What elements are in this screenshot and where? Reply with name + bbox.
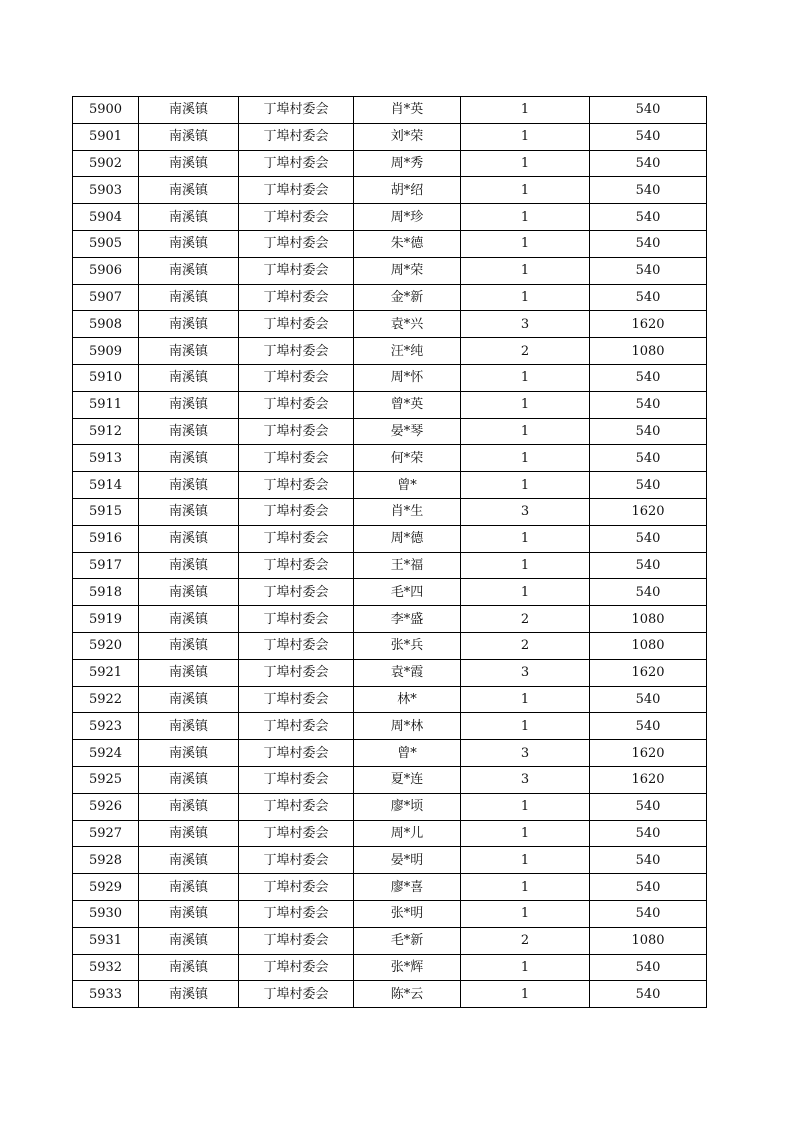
person-name-cell: 金*新 bbox=[354, 284, 461, 311]
village-committee-cell: 丁埠村委会 bbox=[239, 364, 354, 391]
town-cell: 南溪镇 bbox=[139, 257, 239, 284]
table-row bbox=[73, 230, 707, 257]
household-count-cell: 1 bbox=[461, 257, 590, 284]
household-count-cell: 1 bbox=[461, 177, 590, 204]
village-committee-cell: 丁埠村委会 bbox=[239, 177, 354, 204]
village-committee-cell: 丁埠村委会 bbox=[239, 793, 354, 820]
person-name-cell: 夏*连 bbox=[354, 766, 461, 793]
row-number-cell: 5919 bbox=[73, 606, 139, 633]
household-count-cell: 1 bbox=[461, 713, 590, 740]
town-cell: 南溪镇 bbox=[139, 311, 239, 338]
town-cell: 南溪镇 bbox=[139, 552, 239, 579]
household-count-cell: 1 bbox=[461, 820, 590, 847]
household-count-cell: 3 bbox=[461, 498, 590, 525]
table-row bbox=[73, 204, 707, 231]
person-name-cell: 王*福 bbox=[354, 552, 461, 579]
person-name-cell: 毛*四 bbox=[354, 579, 461, 606]
village-committee-cell: 丁埠村委会 bbox=[239, 981, 354, 1008]
table-row bbox=[73, 606, 707, 633]
row-number-cell: 5930 bbox=[73, 900, 139, 927]
table-row bbox=[73, 579, 707, 606]
table-row bbox=[73, 391, 707, 418]
town-cell: 南溪镇 bbox=[139, 204, 239, 231]
town-cell: 南溪镇 bbox=[139, 874, 239, 901]
town-cell: 南溪镇 bbox=[139, 900, 239, 927]
table-row bbox=[73, 793, 707, 820]
row-number-cell: 5907 bbox=[73, 284, 139, 311]
household-count-cell: 3 bbox=[461, 766, 590, 793]
person-name-cell: 周*荣 bbox=[354, 257, 461, 284]
amount-cell: 1620 bbox=[590, 498, 707, 525]
table-row bbox=[73, 97, 707, 124]
person-name-cell: 陈*云 bbox=[354, 981, 461, 1008]
person-name-cell: 曾* bbox=[354, 740, 461, 767]
village-committee-cell: 丁埠村委会 bbox=[239, 900, 354, 927]
village-committee-cell: 丁埠村委会 bbox=[239, 686, 354, 713]
village-committee-cell: 丁埠村委会 bbox=[239, 713, 354, 740]
row-number-cell: 5913 bbox=[73, 445, 139, 472]
row-number-cell: 5928 bbox=[73, 847, 139, 874]
person-name-cell: 张*兵 bbox=[354, 632, 461, 659]
row-number-cell: 5903 bbox=[73, 177, 139, 204]
row-number-cell: 5926 bbox=[73, 793, 139, 820]
town-cell: 南溪镇 bbox=[139, 686, 239, 713]
town-cell: 南溪镇 bbox=[139, 766, 239, 793]
household-count-cell: 1 bbox=[461, 284, 590, 311]
village-committee-cell: 丁埠村委会 bbox=[239, 579, 354, 606]
person-name-cell: 周*秀 bbox=[354, 150, 461, 177]
row-number-cell: 5909 bbox=[73, 338, 139, 365]
village-committee-cell: 丁埠村委会 bbox=[239, 874, 354, 901]
row-number-cell: 5917 bbox=[73, 552, 139, 579]
town-cell: 南溪镇 bbox=[139, 498, 239, 525]
person-name-cell: 张*明 bbox=[354, 900, 461, 927]
town-cell: 南溪镇 bbox=[139, 659, 239, 686]
household-count-cell: 1 bbox=[461, 686, 590, 713]
table-row bbox=[73, 364, 707, 391]
amount-cell: 1080 bbox=[590, 632, 707, 659]
village-committee-cell: 丁埠村委会 bbox=[239, 632, 354, 659]
household-count-cell: 1 bbox=[461, 97, 590, 124]
person-name-cell: 周*德 bbox=[354, 525, 461, 552]
amount-cell: 540 bbox=[590, 257, 707, 284]
table-row bbox=[73, 498, 707, 525]
person-name-cell: 肖*生 bbox=[354, 498, 461, 525]
town-cell: 南溪镇 bbox=[139, 123, 239, 150]
town-cell: 南溪镇 bbox=[139, 445, 239, 472]
town-cell: 南溪镇 bbox=[139, 632, 239, 659]
table-row bbox=[73, 820, 707, 847]
village-committee-cell: 丁埠村委会 bbox=[239, 927, 354, 954]
person-name-cell: 肖*英 bbox=[354, 97, 461, 124]
village-committee-cell: 丁埠村委会 bbox=[239, 847, 354, 874]
household-count-cell: 1 bbox=[461, 472, 590, 499]
person-name-cell: 曾* bbox=[354, 472, 461, 499]
row-number-cell: 5933 bbox=[73, 981, 139, 1008]
table-row bbox=[73, 177, 707, 204]
amount-cell: 540 bbox=[590, 97, 707, 124]
village-committee-cell: 丁埠村委会 bbox=[239, 123, 354, 150]
village-committee-cell: 丁埠村委会 bbox=[239, 766, 354, 793]
town-cell: 南溪镇 bbox=[139, 927, 239, 954]
person-name-cell: 周*怀 bbox=[354, 364, 461, 391]
table-row bbox=[73, 472, 707, 499]
person-name-cell: 晏*明 bbox=[354, 847, 461, 874]
household-count-cell: 1 bbox=[461, 900, 590, 927]
village-committee-cell: 丁埠村委会 bbox=[239, 418, 354, 445]
household-count-cell: 1 bbox=[461, 847, 590, 874]
village-committee-cell: 丁埠村委会 bbox=[239, 391, 354, 418]
amount-cell: 540 bbox=[590, 981, 707, 1008]
person-name-cell: 汪*纯 bbox=[354, 338, 461, 365]
row-number-cell: 5923 bbox=[73, 713, 139, 740]
household-count-cell: 1 bbox=[461, 123, 590, 150]
town-cell: 南溪镇 bbox=[139, 713, 239, 740]
town-cell: 南溪镇 bbox=[139, 981, 239, 1008]
household-count-cell: 1 bbox=[461, 579, 590, 606]
row-number-cell: 5924 bbox=[73, 740, 139, 767]
person-name-cell: 李*盛 bbox=[354, 606, 461, 633]
row-number-cell: 5914 bbox=[73, 472, 139, 499]
person-name-cell: 袁*霞 bbox=[354, 659, 461, 686]
person-name-cell: 朱*德 bbox=[354, 230, 461, 257]
household-count-cell: 3 bbox=[461, 740, 590, 767]
row-number-cell: 5911 bbox=[73, 391, 139, 418]
village-committee-cell: 丁埠村委会 bbox=[239, 498, 354, 525]
amount-cell: 540 bbox=[590, 552, 707, 579]
village-committee-cell: 丁埠村委会 bbox=[239, 659, 354, 686]
person-name-cell: 曾*英 bbox=[354, 391, 461, 418]
person-name-cell: 周*儿 bbox=[354, 820, 461, 847]
household-count-cell: 2 bbox=[461, 632, 590, 659]
town-cell: 南溪镇 bbox=[139, 97, 239, 124]
household-count-cell: 1 bbox=[461, 954, 590, 981]
village-committee-cell: 丁埠村委会 bbox=[239, 472, 354, 499]
household-count-cell: 3 bbox=[461, 659, 590, 686]
household-count-cell: 1 bbox=[461, 418, 590, 445]
row-number-cell: 5908 bbox=[73, 311, 139, 338]
amount-cell: 540 bbox=[590, 874, 707, 901]
village-committee-cell: 丁埠村委会 bbox=[239, 257, 354, 284]
town-cell: 南溪镇 bbox=[139, 820, 239, 847]
amount-cell: 540 bbox=[590, 391, 707, 418]
table-row bbox=[73, 981, 707, 1008]
amount-cell: 1620 bbox=[590, 311, 707, 338]
row-number-cell: 5901 bbox=[73, 123, 139, 150]
person-name-cell: 林* bbox=[354, 686, 461, 713]
household-count-cell: 1 bbox=[461, 150, 590, 177]
amount-cell: 540 bbox=[590, 123, 707, 150]
town-cell: 南溪镇 bbox=[139, 284, 239, 311]
row-number-cell: 5905 bbox=[73, 230, 139, 257]
household-count-cell: 1 bbox=[461, 364, 590, 391]
town-cell: 南溪镇 bbox=[139, 364, 239, 391]
person-name-cell: 袁*兴 bbox=[354, 311, 461, 338]
person-name-cell: 张*辉 bbox=[354, 954, 461, 981]
household-count-cell: 1 bbox=[461, 391, 590, 418]
row-number-cell: 5920 bbox=[73, 632, 139, 659]
village-committee-cell: 丁埠村委会 bbox=[239, 445, 354, 472]
village-committee-cell: 丁埠村委会 bbox=[239, 740, 354, 767]
village-committee-cell: 丁埠村委会 bbox=[239, 954, 354, 981]
person-name-cell: 廖*喜 bbox=[354, 874, 461, 901]
table-row bbox=[73, 552, 707, 579]
table-row bbox=[73, 686, 707, 713]
household-count-cell: 1 bbox=[461, 204, 590, 231]
household-count-cell: 1 bbox=[461, 525, 590, 552]
amount-cell: 1620 bbox=[590, 740, 707, 767]
row-number-cell: 5932 bbox=[73, 954, 139, 981]
village-committee-cell: 丁埠村委会 bbox=[239, 606, 354, 633]
town-cell: 南溪镇 bbox=[139, 230, 239, 257]
household-count-cell: 2 bbox=[461, 338, 590, 365]
amount-cell: 540 bbox=[590, 284, 707, 311]
row-number-cell: 5910 bbox=[73, 364, 139, 391]
household-count-cell: 2 bbox=[461, 927, 590, 954]
village-committee-cell: 丁埠村委会 bbox=[239, 311, 354, 338]
person-name-cell: 廖*顷 bbox=[354, 793, 461, 820]
row-number-cell: 5921 bbox=[73, 659, 139, 686]
row-number-cell: 5918 bbox=[73, 579, 139, 606]
amount-cell: 540 bbox=[590, 364, 707, 391]
table-row bbox=[73, 659, 707, 686]
subsidy-table bbox=[72, 96, 707, 1008]
row-number-cell: 5915 bbox=[73, 498, 139, 525]
table-row bbox=[73, 445, 707, 472]
amount-cell: 540 bbox=[590, 686, 707, 713]
table-row bbox=[73, 150, 707, 177]
amount-cell: 540 bbox=[590, 820, 707, 847]
amount-cell: 1080 bbox=[590, 338, 707, 365]
table-row bbox=[73, 954, 707, 981]
row-number-cell: 5900 bbox=[73, 97, 139, 124]
table-row bbox=[73, 900, 707, 927]
town-cell: 南溪镇 bbox=[139, 418, 239, 445]
amount-cell: 540 bbox=[590, 230, 707, 257]
row-number-cell: 5904 bbox=[73, 204, 139, 231]
table-row bbox=[73, 847, 707, 874]
village-committee-cell: 丁埠村委会 bbox=[239, 525, 354, 552]
table-row bbox=[73, 713, 707, 740]
amount-cell: 540 bbox=[590, 713, 707, 740]
amount-cell: 540 bbox=[590, 150, 707, 177]
village-committee-cell: 丁埠村委会 bbox=[239, 284, 354, 311]
household-count-cell: 1 bbox=[461, 445, 590, 472]
table-row bbox=[73, 418, 707, 445]
person-name-cell: 胡*绍 bbox=[354, 177, 461, 204]
row-number-cell: 5906 bbox=[73, 257, 139, 284]
town-cell: 南溪镇 bbox=[139, 847, 239, 874]
table-row bbox=[73, 257, 707, 284]
row-number-cell: 5922 bbox=[73, 686, 139, 713]
table-row bbox=[73, 311, 707, 338]
person-name-cell: 周*珍 bbox=[354, 204, 461, 231]
village-committee-cell: 丁埠村委会 bbox=[239, 552, 354, 579]
town-cell: 南溪镇 bbox=[139, 525, 239, 552]
town-cell: 南溪镇 bbox=[139, 391, 239, 418]
person-name-cell: 晏*琴 bbox=[354, 418, 461, 445]
village-committee-cell: 丁埠村委会 bbox=[239, 230, 354, 257]
table-row bbox=[73, 525, 707, 552]
village-committee-cell: 丁埠村委会 bbox=[239, 97, 354, 124]
amount-cell: 540 bbox=[590, 525, 707, 552]
amount-cell: 540 bbox=[590, 445, 707, 472]
table-row bbox=[73, 740, 707, 767]
person-name-cell: 毛*新 bbox=[354, 927, 461, 954]
amount-cell: 1080 bbox=[590, 927, 707, 954]
row-number-cell: 5912 bbox=[73, 418, 139, 445]
town-cell: 南溪镇 bbox=[139, 579, 239, 606]
table-body bbox=[73, 97, 707, 1008]
household-count-cell: 1 bbox=[461, 981, 590, 1008]
amount-cell: 540 bbox=[590, 847, 707, 874]
person-name-cell: 刘*荣 bbox=[354, 123, 461, 150]
amount-cell: 540 bbox=[590, 418, 707, 445]
household-count-cell: 1 bbox=[461, 793, 590, 820]
village-committee-cell: 丁埠村委会 bbox=[239, 338, 354, 365]
town-cell: 南溪镇 bbox=[139, 606, 239, 633]
town-cell: 南溪镇 bbox=[139, 150, 239, 177]
row-number-cell: 5929 bbox=[73, 874, 139, 901]
household-count-cell: 3 bbox=[461, 311, 590, 338]
household-count-cell: 1 bbox=[461, 230, 590, 257]
row-number-cell: 5931 bbox=[73, 927, 139, 954]
person-name-cell: 周*林 bbox=[354, 713, 461, 740]
table-row bbox=[73, 632, 707, 659]
household-count-cell: 1 bbox=[461, 874, 590, 901]
table-row bbox=[73, 284, 707, 311]
amount-cell: 1620 bbox=[590, 766, 707, 793]
household-count-cell: 2 bbox=[461, 606, 590, 633]
town-cell: 南溪镇 bbox=[139, 177, 239, 204]
amount-cell: 540 bbox=[590, 793, 707, 820]
amount-cell: 540 bbox=[590, 204, 707, 231]
town-cell: 南溪镇 bbox=[139, 338, 239, 365]
amount-cell: 540 bbox=[590, 900, 707, 927]
table-row bbox=[73, 927, 707, 954]
row-number-cell: 5916 bbox=[73, 525, 139, 552]
table-row bbox=[73, 123, 707, 150]
town-cell: 南溪镇 bbox=[139, 740, 239, 767]
table-row bbox=[73, 766, 707, 793]
amount-cell: 1620 bbox=[590, 659, 707, 686]
row-number-cell: 5902 bbox=[73, 150, 139, 177]
amount-cell: 540 bbox=[590, 579, 707, 606]
village-committee-cell: 丁埠村委会 bbox=[239, 204, 354, 231]
village-committee-cell: 丁埠村委会 bbox=[239, 150, 354, 177]
person-name-cell: 何*荣 bbox=[354, 445, 461, 472]
amount-cell: 540 bbox=[590, 177, 707, 204]
town-cell: 南溪镇 bbox=[139, 793, 239, 820]
town-cell: 南溪镇 bbox=[139, 472, 239, 499]
household-count-cell: 1 bbox=[461, 552, 590, 579]
table-row bbox=[73, 338, 707, 365]
amount-cell: 540 bbox=[590, 472, 707, 499]
row-number-cell: 5925 bbox=[73, 766, 139, 793]
town-cell: 南溪镇 bbox=[139, 954, 239, 981]
village-committee-cell: 丁埠村委会 bbox=[239, 820, 354, 847]
row-number-cell: 5927 bbox=[73, 820, 139, 847]
amount-cell: 1080 bbox=[590, 606, 707, 633]
table-row bbox=[73, 874, 707, 901]
amount-cell: 540 bbox=[590, 954, 707, 981]
